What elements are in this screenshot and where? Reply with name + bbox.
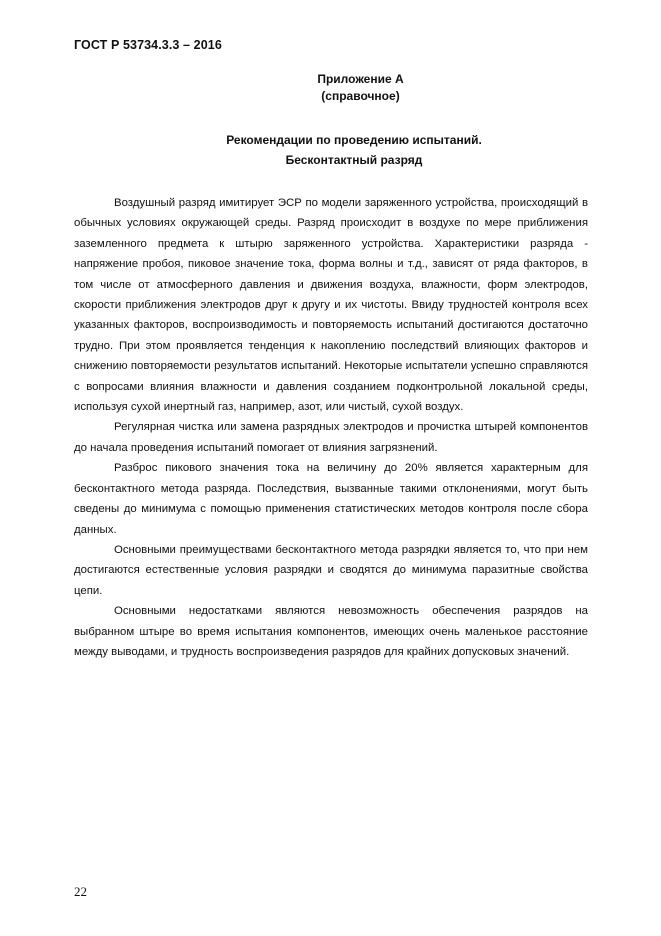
page-number: 22 — [74, 884, 87, 899]
paragraph: Регулярная чистка или замена разрядных электродов и прочистка штырей компонентов до начала проведения испытаний помогает от влияния загрязнений. — [74, 421, 588, 454]
document-header: ГОСТ Р 53734.3.3 – 2016 — [74, 38, 222, 52]
body-text — [74, 193, 588, 662]
annex-title: Приложение А — [317, 72, 404, 86]
section-title-line2: Бесконтактный разряд — [285, 153, 423, 167]
paragraph: Воздушный разряд имитирует ЭСР по модели заряженного устройства, происходящий в обычных условиях окружающей среды. Разряд происходит в воздухе по мере приближения заземленного предмета к штырю заряженного устройства. Характеристики разряда - напряжение пробоя, пиковое значение тока, форма волны и т.д., зависят от ряда факторов, в том числе от атмосферного давления и движения воздуха, влажности, форм электродов, скорости приближения электродов друг к другу и их чистоты. Ввиду трудностей контроля всех указанных факторов, воспроизводимость и повторяемость испытаний достигаются достаточно трудно. При этом проявляется тенденция к накоплению последствий влияющих факторов и снижению повторяемости результатов испытаний. Некоторые испытатели успешно справляются с вопросами влияния влажности и давления созданием подконтрольной локальной среды, используя сухой инертный газ, например, азот, или чистый, сухой воздух. — [74, 197, 588, 414]
annex-subtitle: (справочное) — [321, 89, 400, 103]
paragraph: Основными недостатками являются невозможность обеспечения разрядов на выбранном штыре во время испытания компонентов, имеющих очень маленькое расстояние между выводами, и трудность воспроизведения разрядов для крайних допусковых значений. — [74, 605, 588, 658]
paragraph: Разброс пикового значения тока на величину до 20% является характерным для бесконтактного метода разряда. Последствия, вызванные такими отклонениями, могут быть сведены до минимума с помощью применения статистических методов контроля после сбора данных. — [74, 462, 588, 536]
paragraph: Основными преимуществами бесконтактного метода разрядки является то, что при нем достигаются естественные условия разрядки и сводятся до минимума паразитные свойства цепи. — [74, 543, 588, 597]
section-title-line1: Рекомендации по проведению испытаний. — [226, 133, 482, 147]
